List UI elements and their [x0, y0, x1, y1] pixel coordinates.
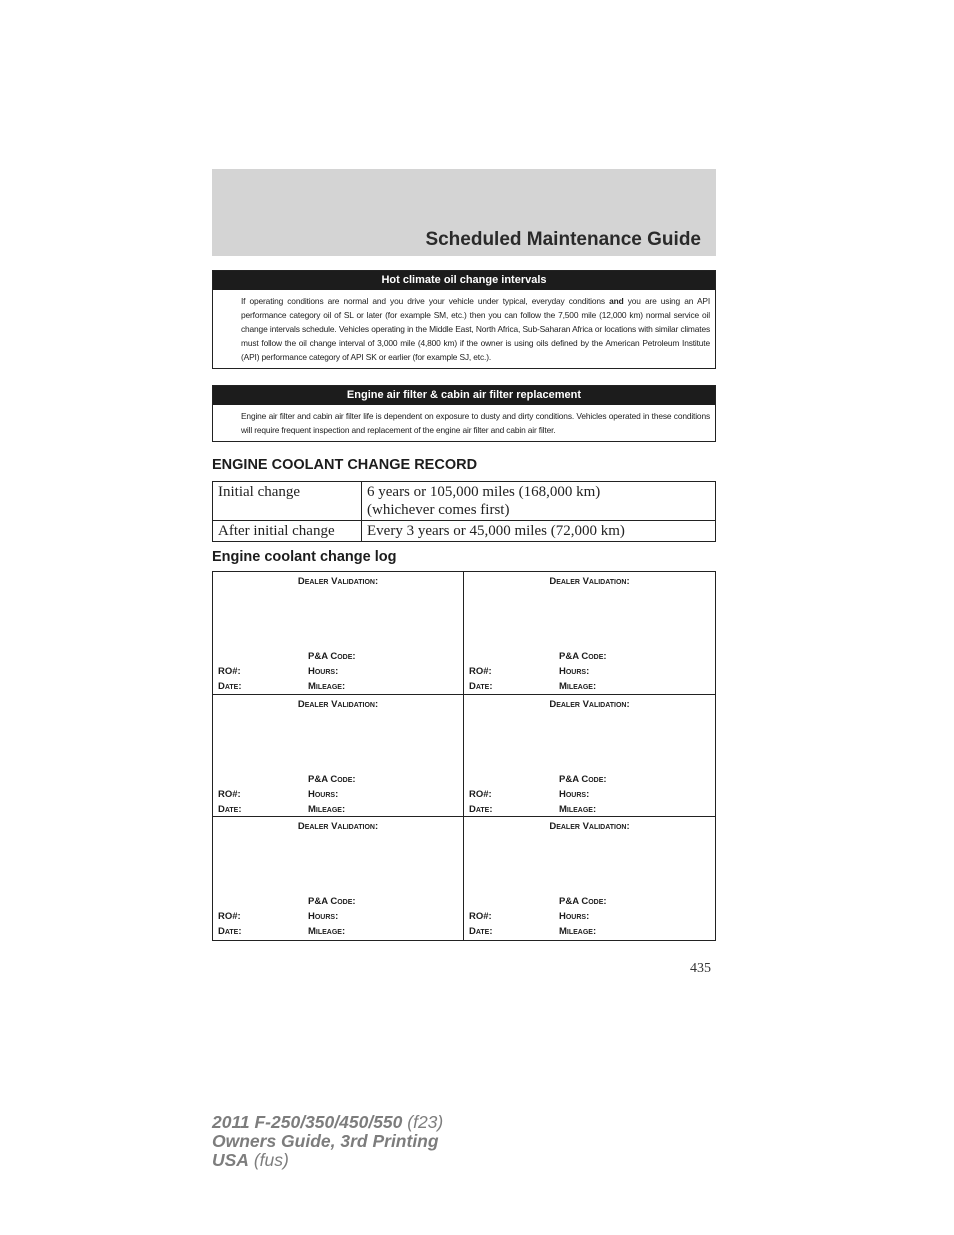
- ro-label: RO#:: [469, 788, 492, 800]
- mileage-label: Mileage:: [308, 681, 346, 692]
- table-row: [213, 482, 716, 521]
- date-label: Date:: [469, 926, 493, 938]
- footer-model: 2011 F-250/350/450/550: [212, 1112, 403, 1132]
- dealer-validation-label: Dealer Validation:: [549, 698, 630, 710]
- coolant-log-heading: Engine coolant change log: [212, 549, 397, 565]
- footer-line2: Owners Guide, 3rd Printing: [212, 1131, 439, 1151]
- mileage-label: Mileage:: [308, 926, 346, 938]
- table-cell-label: Initial change: [213, 482, 362, 521]
- dealer-validation-label: Dealer Validation:: [297, 698, 379, 710]
- log-entry: [213, 817, 464, 940]
- log-entry: [464, 695, 715, 818]
- footer: [212, 1113, 443, 1170]
- log-entry: [213, 695, 464, 818]
- pa-code-label: P&A Code:: [308, 896, 356, 908]
- hot-climate-text-part1: If operating conditions are normal and you drive your vehicle under typical, everyday conditions: [241, 296, 610, 306]
- mileage-label: Mileage:: [308, 803, 346, 815]
- mileage-label: Mileage:: [559, 926, 597, 938]
- table-row: [213, 521, 716, 542]
- page-title: Scheduled Maintenance Guide: [425, 229, 701, 250]
- table-cell-value: Every 3 years or 45,000 miles (72,000 km): [362, 521, 716, 542]
- footer-market-code: (fus): [248, 1150, 289, 1170]
- coolant-record-heading: ENGINE COOLANT CHANGE RECORD: [212, 457, 478, 473]
- hours-label: Hours:: [308, 666, 339, 677]
- hot-climate-text: [213, 290, 715, 368]
- date-label: Date:: [469, 681, 493, 692]
- hours-label: Hours:: [308, 788, 339, 800]
- value-line1: 6 years or 105,000 miles (168,000 km): [367, 484, 601, 500]
- pa-code-label: P&A Code:: [559, 896, 607, 908]
- footer-market: USA: [212, 1150, 249, 1170]
- log-entry: [464, 817, 715, 940]
- pa-code-label: P&A Code:: [559, 773, 607, 785]
- table-cell-value: [362, 482, 716, 521]
- dealer-validation-label: Dealer Validation:: [549, 821, 630, 833]
- dealer-validation-label: Dealer Validation:: [549, 576, 630, 587]
- ro-label: RO#:: [218, 911, 241, 923]
- log-entry: [464, 572, 715, 695]
- hours-label: Hours:: [559, 788, 590, 800]
- air-filter-heading: Engine air filter & cabin air filter replacement: [213, 386, 715, 405]
- footer-model-code: (f23): [402, 1112, 444, 1132]
- footer-line1: [212, 1113, 443, 1132]
- ro-label: RO#:: [218, 788, 241, 800]
- log-entry: [213, 572, 464, 695]
- date-label: Date:: [469, 803, 493, 815]
- coolant-log-grid: [212, 571, 716, 941]
- air-filter-box: [212, 385, 716, 442]
- value-line2: (whichever comes first): [367, 502, 510, 518]
- pa-code-label: P&A Code:: [308, 651, 356, 662]
- dealer-validation-label: Dealer Validation:: [297, 576, 379, 587]
- hours-label: Hours:: [308, 911, 339, 923]
- footer-line3: [212, 1151, 443, 1170]
- date-label: Date:: [218, 926, 242, 938]
- ro-label: RO#:: [218, 666, 241, 677]
- hours-label: Hours:: [559, 666, 590, 677]
- ro-label: RO#:: [469, 666, 492, 677]
- hours-label: Hours:: [559, 911, 590, 923]
- hot-climate-box: [212, 270, 716, 369]
- date-label: Date:: [218, 681, 242, 692]
- mileage-label: Mileage:: [559, 803, 597, 815]
- dealer-validation-label: Dealer Validation:: [297, 821, 379, 833]
- hot-climate-heading: Hot climate oil change intervals: [213, 271, 715, 290]
- mileage-label: Mileage:: [559, 681, 597, 692]
- header-band: [212, 169, 716, 256]
- hot-climate-text-part2: you are using an API performance category oil of SL or later (for example SM, etc.) then you can follow the 7,500 mile (12,000 km) normal service oil change intervals schedule. Vehicles operating in the Middle East, North Africa, Sub-Saharan Africa or locations with similar climates must follow the oil change interval of 3,000 mile (4,800 km) if the owner is using oils defined by the American Petroleum Institute (API) performance category of API SK or earlier (for example SJ, etc.).: [241, 296, 710, 362]
- pa-code-label: P&A Code:: [559, 651, 607, 662]
- ro-label: RO#:: [469, 911, 492, 923]
- date-label: Date:: [218, 803, 242, 815]
- coolant-record-table: [212, 481, 716, 542]
- pa-code-label: P&A Code:: [308, 773, 356, 785]
- table-cell-label: After initial change: [213, 521, 362, 542]
- hot-climate-bold-word: and: [609, 296, 624, 306]
- page-number: 435: [690, 961, 711, 976]
- air-filter-text: Engine air filter and cabin air filter life is dependent on exposure to dusty and dirty conditions. Vehicles operated in these conditions will require frequent inspection and replacement of the engine air filter and cabin air filter.: [241, 411, 710, 435]
